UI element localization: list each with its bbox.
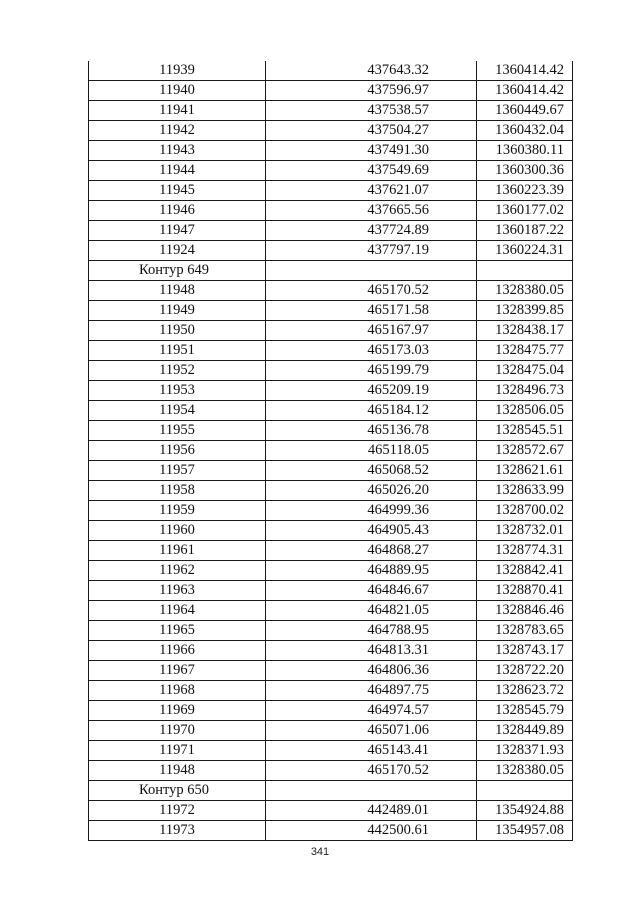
table-row <box>89 581 573 601</box>
coordinates-table-body <box>89 61 573 841</box>
x-coordinate-cell: 437643.32 <box>266 61 477 81</box>
x-coordinate-cell: 464974.57 <box>266 701 477 721</box>
point-id-cell: 11959 <box>89 501 266 521</box>
y-coordinate-cell: 1328743.17 <box>477 641 573 661</box>
x-coordinate-cell: 437665.56 <box>266 201 477 221</box>
table-row <box>89 481 573 501</box>
x-coordinate-cell: 442500.61 <box>266 821 477 841</box>
empty-cell <box>266 781 477 801</box>
table-row <box>89 541 573 561</box>
x-coordinate-cell: 437491.30 <box>266 141 477 161</box>
table-row <box>89 521 573 541</box>
y-coordinate-cell: 1360300.36 <box>477 161 573 181</box>
y-coordinate-cell: 1360380.11 <box>477 141 573 161</box>
x-coordinate-cell: 465118.05 <box>266 441 477 461</box>
point-id-cell: 11971 <box>89 741 266 761</box>
y-coordinate-cell: 1328496.73 <box>477 381 573 401</box>
x-coordinate-cell: 464806.36 <box>266 661 477 681</box>
point-id-cell: 11948 <box>89 761 266 781</box>
y-coordinate-cell: 1354957.08 <box>477 821 573 841</box>
table-row <box>89 381 573 401</box>
point-id-cell: 11940 <box>89 81 266 101</box>
point-id-cell: 11949 <box>89 301 266 321</box>
x-coordinate-cell: 464905.43 <box>266 521 477 541</box>
point-id-cell: 11966 <box>89 641 266 661</box>
y-coordinate-cell: 1328380.05 <box>477 281 573 301</box>
table-row <box>89 161 573 181</box>
y-coordinate-cell: 1328783.65 <box>477 621 573 641</box>
y-coordinate-cell: 1328475.77 <box>477 341 573 361</box>
point-id-cell: 11946 <box>89 201 266 221</box>
x-coordinate-cell: 465136.78 <box>266 421 477 441</box>
table-row <box>89 141 573 161</box>
y-coordinate-cell: 1328842.41 <box>477 561 573 581</box>
x-coordinate-cell: 465143.41 <box>266 741 477 761</box>
point-id-cell: 11962 <box>89 561 266 581</box>
x-coordinate-cell: 437621.07 <box>266 181 477 201</box>
table-row <box>89 801 573 821</box>
point-id-cell: 11952 <box>89 361 266 381</box>
empty-cell <box>266 261 477 281</box>
point-id-cell: 11951 <box>89 341 266 361</box>
x-coordinate-cell: 437724.89 <box>266 221 477 241</box>
y-coordinate-cell: 1328449.89 <box>477 721 573 741</box>
coordinates-table <box>88 61 573 841</box>
point-id-cell: 11953 <box>89 381 266 401</box>
y-coordinate-cell: 1328633.99 <box>477 481 573 501</box>
y-coordinate-cell: 1328732.01 <box>477 521 573 541</box>
point-id-cell: 11967 <box>89 661 266 681</box>
contour-header-row <box>89 781 573 801</box>
point-id-cell: 11969 <box>89 701 266 721</box>
table-row <box>89 121 573 141</box>
table-row <box>89 221 573 241</box>
x-coordinate-cell: 465171.58 <box>266 301 477 321</box>
y-coordinate-cell: 1360414.42 <box>477 61 573 81</box>
y-coordinate-cell: 1360223.39 <box>477 181 573 201</box>
table-row <box>89 321 573 341</box>
x-coordinate-cell: 465173.03 <box>266 341 477 361</box>
table-row <box>89 561 573 581</box>
x-coordinate-cell: 442489.01 <box>266 801 477 821</box>
point-id-cell: 11941 <box>89 101 266 121</box>
y-coordinate-cell: 1328545.79 <box>477 701 573 721</box>
x-coordinate-cell: 464821.05 <box>266 601 477 621</box>
y-coordinate-cell: 1328700.02 <box>477 501 573 521</box>
table-row <box>89 301 573 321</box>
y-coordinate-cell: 1328621.61 <box>477 461 573 481</box>
table-row <box>89 761 573 781</box>
table-row <box>89 701 573 721</box>
empty-cell <box>477 261 573 281</box>
point-id-cell: 11945 <box>89 181 266 201</box>
y-coordinate-cell: 1328722.20 <box>477 661 573 681</box>
x-coordinate-cell: 437549.69 <box>266 161 477 181</box>
point-id-cell: 11965 <box>89 621 266 641</box>
point-id-cell: 11939 <box>89 61 266 81</box>
table-row <box>89 81 573 101</box>
x-coordinate-cell: 465170.52 <box>266 761 477 781</box>
table-row <box>89 201 573 221</box>
x-coordinate-cell: 437504.27 <box>266 121 477 141</box>
x-coordinate-cell: 464889.95 <box>266 561 477 581</box>
x-coordinate-cell: 465167.97 <box>266 321 477 341</box>
point-id-cell: 11960 <box>89 521 266 541</box>
point-id-cell: 11954 <box>89 401 266 421</box>
y-coordinate-cell: 1328438.17 <box>477 321 573 341</box>
point-id-cell: 11942 <box>89 121 266 141</box>
y-coordinate-cell: 1328506.05 <box>477 401 573 421</box>
point-id-cell: 11968 <box>89 681 266 701</box>
x-coordinate-cell: 437596.97 <box>266 81 477 101</box>
empty-cell <box>477 781 573 801</box>
x-coordinate-cell: 464813.31 <box>266 641 477 661</box>
point-id-cell: 11957 <box>89 461 266 481</box>
table-row <box>89 621 573 641</box>
contour-label: Контур 649 <box>89 261 266 281</box>
x-coordinate-cell: 465184.12 <box>266 401 477 421</box>
point-id-cell: 11944 <box>89 161 266 181</box>
x-coordinate-cell: 464788.95 <box>266 621 477 641</box>
point-id-cell: 11963 <box>89 581 266 601</box>
point-id-cell: 11950 <box>89 321 266 341</box>
y-coordinate-cell: 1360224.31 <box>477 241 573 261</box>
y-coordinate-cell: 1360449.67 <box>477 101 573 121</box>
contour-label: Контур 650 <box>89 781 266 801</box>
point-id-cell: 11948 <box>89 281 266 301</box>
table-row <box>89 461 573 481</box>
y-coordinate-cell: 1328371.93 <box>477 741 573 761</box>
table-row <box>89 821 573 841</box>
table-row <box>89 641 573 661</box>
contour-header-row <box>89 261 573 281</box>
x-coordinate-cell: 465199.79 <box>266 361 477 381</box>
page-number: 341 <box>310 846 330 858</box>
table-row <box>89 721 573 741</box>
point-id-cell: 11955 <box>89 421 266 441</box>
point-id-cell: 11958 <box>89 481 266 501</box>
y-coordinate-cell: 1328399.85 <box>477 301 573 321</box>
table-row <box>89 61 573 81</box>
x-coordinate-cell: 464999.36 <box>266 501 477 521</box>
point-id-cell: 11961 <box>89 541 266 561</box>
point-id-cell: 11973 <box>89 821 266 841</box>
table-row <box>89 101 573 121</box>
point-id-cell: 11964 <box>89 601 266 621</box>
table-row <box>89 401 573 421</box>
y-coordinate-cell: 1328475.04 <box>477 361 573 381</box>
table-row <box>89 741 573 761</box>
x-coordinate-cell: 465209.19 <box>266 381 477 401</box>
x-coordinate-cell: 465026.20 <box>266 481 477 501</box>
table-row <box>89 681 573 701</box>
table-row <box>89 281 573 301</box>
y-coordinate-cell: 1328774.31 <box>477 541 573 561</box>
y-coordinate-cell: 1328380.05 <box>477 761 573 781</box>
y-coordinate-cell: 1360187.22 <box>477 221 573 241</box>
x-coordinate-cell: 437538.57 <box>266 101 477 121</box>
point-id-cell: 11924 <box>89 241 266 261</box>
y-coordinate-cell: 1360177.02 <box>477 201 573 221</box>
table-row <box>89 661 573 681</box>
table-row <box>89 181 573 201</box>
table-row <box>89 601 573 621</box>
x-coordinate-cell: 465170.52 <box>266 281 477 301</box>
table-row <box>89 361 573 381</box>
x-coordinate-cell: 465071.06 <box>266 721 477 741</box>
point-id-cell: 11947 <box>89 221 266 241</box>
table-row <box>89 441 573 461</box>
table-row <box>89 241 573 261</box>
table-row <box>89 341 573 361</box>
x-coordinate-cell: 464868.27 <box>266 541 477 561</box>
x-coordinate-cell: 465068.52 <box>266 461 477 481</box>
point-id-cell: 11943 <box>89 141 266 161</box>
point-id-cell: 11972 <box>89 801 266 821</box>
y-coordinate-cell: 1328870.41 <box>477 581 573 601</box>
table-row <box>89 501 573 521</box>
y-coordinate-cell: 1328545.51 <box>477 421 573 441</box>
x-coordinate-cell: 437797.19 <box>266 241 477 261</box>
y-coordinate-cell: 1328623.72 <box>477 681 573 701</box>
y-coordinate-cell: 1360432.04 <box>477 121 573 141</box>
point-id-cell: 11970 <box>89 721 266 741</box>
y-coordinate-cell: 1328846.46 <box>477 601 573 621</box>
point-id-cell: 11956 <box>89 441 266 461</box>
x-coordinate-cell: 464846.67 <box>266 581 477 601</box>
y-coordinate-cell: 1354924.88 <box>477 801 573 821</box>
x-coordinate-cell: 464897.75 <box>266 681 477 701</box>
y-coordinate-cell: 1328572.67 <box>477 441 573 461</box>
table-row <box>89 421 573 441</box>
y-coordinate-cell: 1360414.42 <box>477 81 573 101</box>
